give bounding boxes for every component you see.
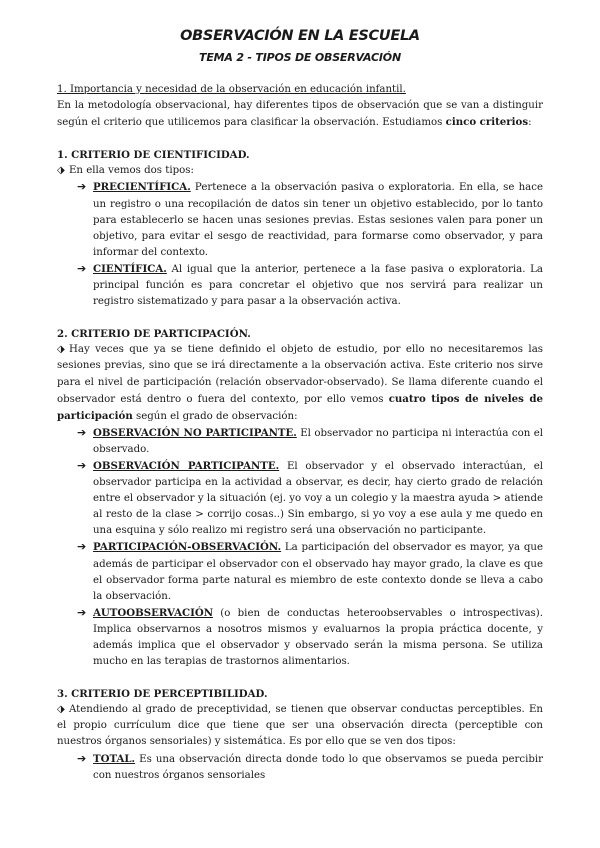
section2-heading: 2. CRITERIO DE PARTICIPACIÓN. [57, 328, 251, 341]
arrow-right-icon: ➔ [77, 180, 87, 194]
list-item: ➔ AUTOOBSERVACIÓN (o bien de conductas heteroobservables o introspectivas). Implica observarnos a nosotros mismos y evaluarnos la propia práctica docente, y además implica que el observador y observado serán la misma persona. Se utiliza mucho en las terapias de trastornos alimentarios. [77, 605, 543, 668]
arrow-right-icon: ➔ [77, 605, 87, 619]
intro-paragraph: En la metodología observacional, hay diferentes tipos de observación que se van a distinguir según el criterio que utilicemos para clasificar la observación. Estudiamos cinco criterios: [57, 100, 543, 129]
document-subtitle: TEMA 2 - TIPOS DE OBSERVACIÓN [199, 51, 401, 64]
list-item: ➔ TOTAL. Es una observación directa donde todo lo que observamos se pueda percibir con nuestros órganos sensoriales [77, 751, 543, 781]
diamond-bullet-icon: ⬗ [57, 704, 65, 716]
section2-bullet: ⬗ Hay veces que ya se tiene definido el objeto de estudio, por ello no necesitaremos las sesiones previas, sino que se irá directamente a la observación activa. Este criterio nos sirve para el nivel de participación (relación observador-observado). Se llama diferente cuando el observador está dentro o fuera del contexto, por ello vemos cuatro tipos de niveles de participación según el grado de observación: [57, 344, 543, 422]
section1-bullet: ⬗ En ella vemos dos tipos: [57, 163, 543, 179]
section3-bullet: ⬗ Atendiendo al grado de preceptividad, se tienen que observar conductas perceptibles. En el propio currículum dice que tiene que ser una observación directa (perceptible con nuestros órganos sensoriales) y sistemática. Es por ello que se ven dos tipos: [57, 704, 543, 748]
document-title: OBSERVACIÓN EN LA ESCUELA [180, 28, 420, 44]
section3-heading: 3. CRITERIO DE PERCEPTIBILIDAD. [57, 688, 268, 701]
list-item: ➔ PARTICIPACIÓN-OBSERVACIÓN. La participación del observador es mayor, ya que además de participar el observador con el observado hay mayor grado, la clave es que el observador forma parte natural es miembro de este contexto donde se lleva a cabo la observación. [77, 540, 543, 602]
document-body [57, 82, 543, 784]
arrow-right-icon: ➔ [77, 458, 87, 472]
section1-heading: 1. CRITERIO DE CIENTIFICIDAD. [57, 149, 250, 162]
arrow-right-icon: ➔ [77, 540, 87, 554]
list-item: ➔ CIENTÍFICA. Al igual que la anterior, pertenece a la fase pasiva o exploratoria. La principal función es para concretar el objetivo que nos servirá para realizar un registro sistematizado y para pasar a la observación activa. [77, 261, 543, 308]
intro-heading: 1. Importancia y necesidad de la observación en educación infantil. [57, 84, 406, 95]
list-item: ➔ PRECIENTÍFICA. Pertenece a la observación pasiva o exploratoria. En ella, se hace un registro o una recopilación de datos sin tener un objetivo establecido, por lo tanto para establecerlo se hacen unas sesiones previas. Estas sesiones valen para poner un objetivo, para evitar el sesgo de reactividad, para formarse como observador, y para informar del contexto. [77, 180, 543, 258]
diamond-bullet-icon: ⬗ [57, 344, 65, 356]
arrow-right-icon: ➔ [77, 425, 87, 439]
intro-bold: cinco criterios [445, 116, 529, 129]
list-item: ➔ OBSERVACIÓN NO PARTICIPANTE. El observador no participa ni interactúa con el observado. [77, 425, 543, 455]
arrow-right-icon: ➔ [77, 751, 87, 765]
list-item: ➔ OBSERVACIÓN PARTICIPANTE. El observador y el observado interactúan, el observador participa en la actividad a observar, es decir, hay cierto grado de relación entre el observador y la situación (ej. yo voy a un colegio y la maestra ayuda > atiende al resto de la clase > corrijo cosas..) Sin embargo, si yo voy a ese aula y me quedo en una esquina y sólo realizo mi registro será una observación no participante. [77, 458, 543, 537]
diamond-bullet-icon: ⬗ [57, 165, 65, 177]
arrow-right-icon: ➔ [77, 261, 87, 275]
